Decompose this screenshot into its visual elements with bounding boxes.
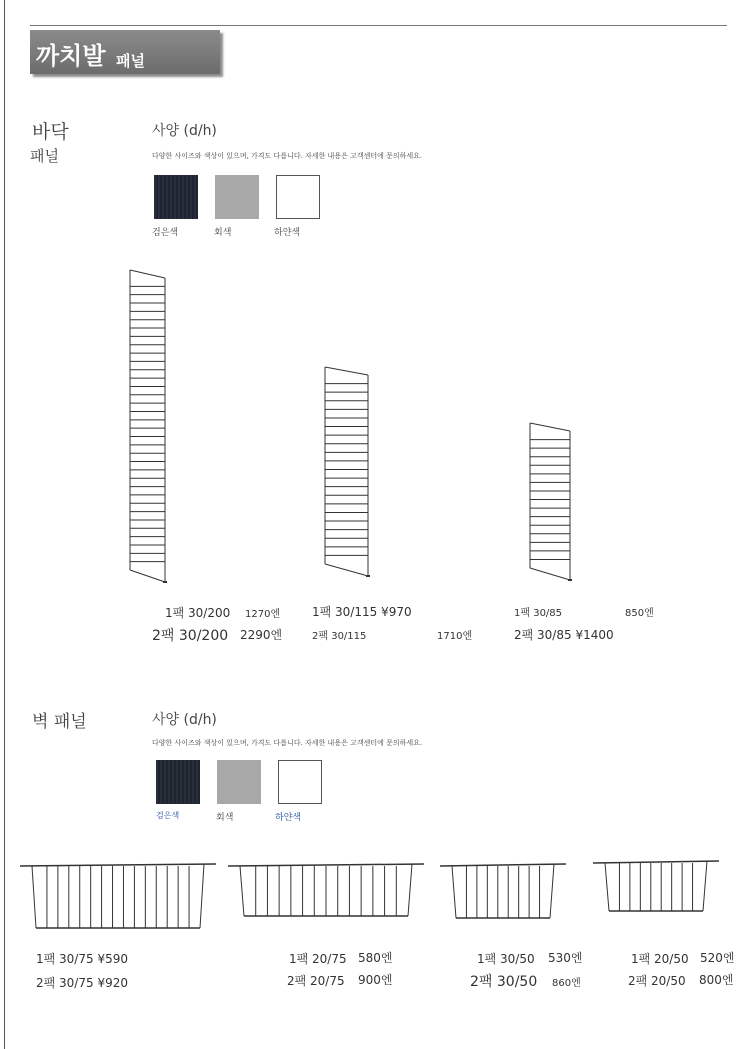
price-label: 1팩 30/115 ¥970 (312, 605, 412, 619)
swatch-gray[interactable] (215, 175, 259, 219)
title-banner (30, 30, 220, 74)
swatch-label-gray: 회색 (214, 228, 232, 238)
floor-note: 다양한 사이즈와 색상이 있으며, 가격도 다릅니다. 자세한 내용은 고객센터에 문의하세요. (152, 152, 423, 160)
floor-section-title: 바닥 (32, 121, 69, 143)
price-value: 1710엔 (437, 631, 473, 642)
page-border (4, 0, 5, 1049)
swatch-black[interactable] (156, 760, 200, 804)
price-label: 1팩 30/50 (477, 952, 535, 966)
price-label: 1팩 30/75 ¥590 (36, 952, 128, 966)
price-label: 2팩 30/115 (312, 631, 367, 642)
price-label: 2팩 20/75 (287, 974, 345, 988)
price-value: 900엔 (358, 973, 393, 987)
floor-section-subtitle: 패널 (30, 147, 59, 165)
swatch-label-white: 하얀색 (275, 813, 302, 823)
swatch-label-gray: 회색 (216, 813, 234, 823)
top-divider (30, 25, 727, 26)
banner-title: 까치발 (36, 42, 106, 70)
price-value: 1270엔 (245, 609, 281, 620)
floor-spec-heading: 사양 (d/h) (152, 123, 217, 139)
banner-subtitle: 패널 (116, 52, 145, 70)
floor-panel-30-85-image (520, 418, 590, 588)
wall-panel-20-75-image (228, 858, 424, 928)
price-value: 860엔 (552, 978, 581, 989)
price-label: 1팩 20/50 (631, 952, 689, 966)
swatch-white[interactable] (278, 760, 322, 804)
price-label: 2팩 30/75 ¥920 (36, 976, 128, 990)
price-label: 2팩 30/85 ¥1400 (514, 628, 614, 642)
wall-panel-30-50-image (440, 858, 568, 928)
price-label: 1팩 30/85 (514, 608, 563, 619)
price-label: 2팩 30/50 (470, 974, 538, 990)
swatch-white[interactable] (276, 175, 320, 219)
price-label: 1팩 30/200 (165, 606, 231, 620)
swatch-gray[interactable] (217, 760, 261, 804)
price-value: 530엔 (548, 951, 583, 965)
price-value: 520엔 (700, 951, 735, 965)
wall-section-title: 벽 패널 (32, 712, 87, 732)
wall-panel-20-50-image (593, 855, 721, 923)
price-value: 850엔 (625, 608, 654, 619)
swatch-label-white: 하얀색 (274, 228, 301, 238)
price-value: 2290엔 (240, 628, 283, 642)
price-label: 2팩 20/50 (628, 974, 686, 988)
swatch-label-black: 검은색 (152, 228, 179, 238)
wall-spec-heading: 사양 (d/h) (152, 712, 217, 728)
price-label: 2팩 30/200 (152, 628, 229, 644)
price-label: 1팩 20/75 (289, 952, 347, 966)
wall-note: 다양한 사이즈와 색상이 있으며, 가격도 다릅니다. 자세한 내용은 고객센터에 문의하세요. (152, 739, 423, 747)
swatch-black[interactable] (154, 175, 198, 219)
floor-panel-30-115-image (315, 362, 390, 584)
wall-panel-30-75-image (20, 858, 220, 938)
swatch-label-black: 검은색 (156, 811, 180, 820)
price-value: 580엔 (358, 951, 393, 965)
price-value: 800엔 (699, 973, 734, 987)
floor-panel-30-200-image (120, 265, 190, 590)
